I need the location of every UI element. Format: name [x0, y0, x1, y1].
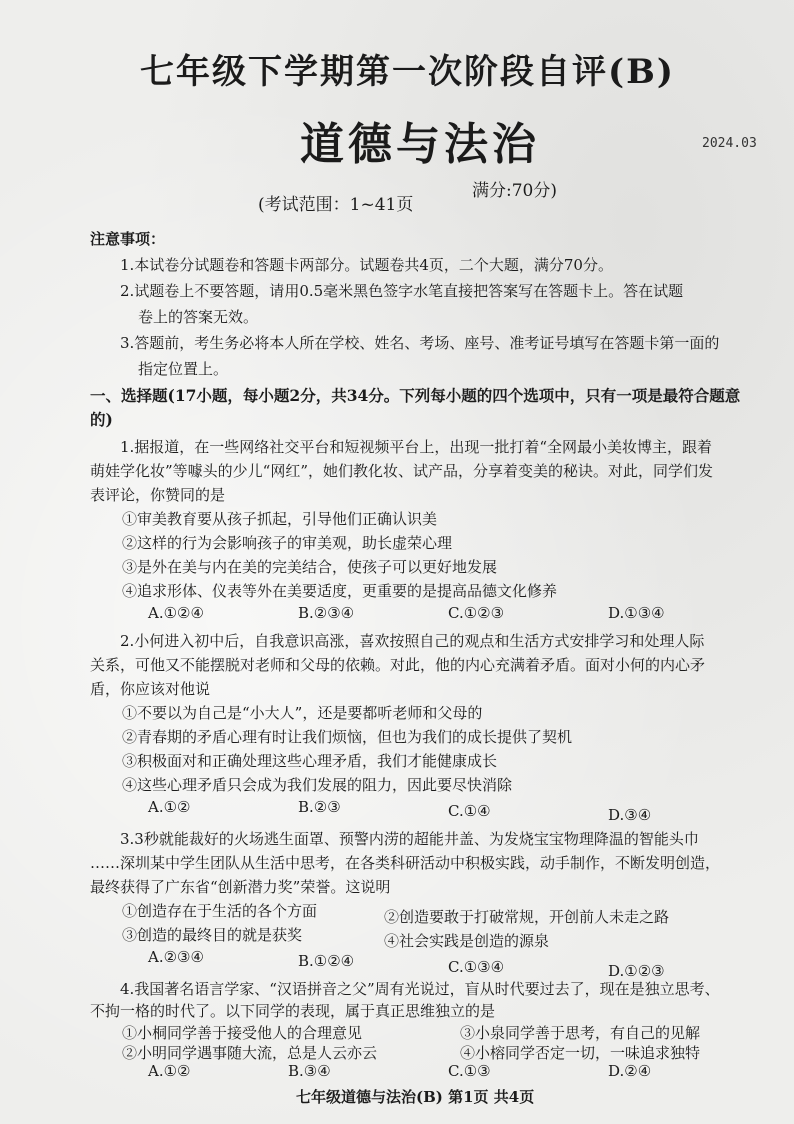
statement: ①审美教育要从孩子抓起，引导他们正确认识美 — [122, 510, 438, 528]
option: A.①② — [148, 798, 191, 816]
option: A.②③④ — [148, 948, 204, 966]
question-stem: ……深圳某中学生团队从生活中思考，在各类科研活动中积极实践，动手制作，不断发明创造， — [90, 854, 721, 872]
option: A.①② — [148, 1062, 191, 1080]
full-score: 满分:70分) — [472, 181, 557, 201]
option: B.②③ — [298, 798, 341, 816]
option: D.①②③ — [608, 962, 665, 980]
statement: ③小泉同学善于思考，有自己的见解 — [460, 1024, 701, 1042]
exam-title: 七年级下学期第一次阶段自评(B) — [140, 52, 675, 92]
notice-item: 2.试题卷上不要答题，请用0.5毫米黑色签字水笔直接把答案写在答题卡上。答在试题 — [120, 282, 684, 300]
statement: ③创造的最终目的就是获奖 — [122, 926, 303, 944]
subject-title: 道德与法治 — [300, 119, 540, 170]
statement: ①不要以为自己是“小大人”，还是要都听老师和父母的 — [122, 704, 483, 722]
exam-date: 2024.03 — [702, 136, 757, 151]
notice-item: 3.答题前，考生务必将本人所在学校、姓名、考场、座号、准考证号填写在答题卡第一面的 — [120, 334, 720, 352]
option: D.②④ — [608, 1062, 652, 1080]
question-stem: 最终获得了广东省“创新潜力奖”荣誉。这说明 — [90, 878, 391, 896]
statement: ①创造存在于生活的各个方面 — [122, 902, 318, 920]
option: C.①③④ — [448, 958, 505, 976]
question-stem: 不拘一格的时代了。以下同学的表现，属于真正思维独立的是 — [90, 1002, 496, 1020]
option: D.③④ — [608, 806, 652, 824]
statement: ②青春期的矛盾心理有时让我们烦恼，但也为我们的成长提供了契机 — [122, 728, 573, 746]
notice-item: 1.本试卷分试题卷和答题卡两部分。试题卷共4页，二个大题，满分70分。 — [120, 256, 613, 274]
question-stem: 1.据报道，在一些网络社交平台和短视频平台上，出现一批打着“全网最小美妆博主，跟着 — [120, 438, 712, 456]
statement: ④这些心理矛盾只会成为我们发展的阻力，因此要尽快消除 — [122, 776, 513, 794]
statement: ③是外在美与内在美的完美结合，使孩子可以更好地发展 — [122, 558, 498, 576]
question-stem: 萌娃学化妆”等噱头的少儿“网红”，她们教化妆、试产品，分享着变美的秘诀。对此，同学们发 — [90, 462, 714, 480]
statement: ②小明同学遇事随大流，总是人云亦云 — [122, 1044, 378, 1062]
question-stem: 盾，你应该对他说 — [90, 680, 211, 698]
question-stem: 3.3秒就能裁好的火场逃生面罩、预警内涝的超能井盖、为发烧宝宝物理降温的智能头巾 — [120, 830, 699, 848]
statement: ④追求形体、仪表等外在美要适度，更重要的是提高品德文化修养 — [122, 582, 558, 600]
question-stem: 关系，可他又不能摆脱对老师和父母的依赖。对此，他的内心充满着矛盾。面对小何的内心矛 — [90, 656, 706, 674]
question-stem: 4.我国著名语言学家、“汉语拼音之父”周有光说过，盲从时代要过去了，现在是独立思考、 — [120, 980, 720, 998]
notice-item: 卷上的答案无效。 — [138, 308, 259, 326]
statement: ④社会实践是创造的源泉 — [384, 932, 550, 950]
statement: ④小榕同学否定一切，一味追求独特 — [460, 1044, 701, 1062]
statement: ③积极面对和正确处理这些心理矛盾，我们才能健康成长 — [122, 752, 498, 770]
option: D.①③④ — [608, 604, 665, 622]
option: C.①④ — [448, 802, 491, 820]
option: A.①②④ — [148, 604, 204, 622]
option: B.②③④ — [298, 604, 355, 622]
statement: ②创造要敢于打破常规，开创前人未走之路 — [384, 908, 670, 926]
statement: ②这样的行为会影响孩子的审美观，助长虚荣心理 — [122, 534, 453, 552]
option: C.①③ — [448, 1062, 491, 1080]
statement: ①小桐同学善于接受他人的合理意见 — [122, 1024, 363, 1042]
option: C.①②③ — [448, 604, 505, 622]
question-stem: 2.小何进入初中后，自我意识高涨，喜欢按照自己的观点和生活方式安排学习和处理人际 — [120, 632, 705, 650]
question-stem: 表评论，你赞同的是 — [90, 486, 226, 504]
notice-heading: 注意事项： — [90, 230, 166, 248]
option: B.①②④ — [298, 952, 355, 970]
section-heading-cont: 的) — [90, 410, 113, 429]
section-heading: 一、选择题(17小题，每小题2分，共34分。下列每小题的四个选项中，只有一项是最符合题意 — [90, 386, 741, 405]
page-footer: 七年级道德与法治(B) 第1页 共4页 — [296, 1088, 535, 1106]
option: B.③④ — [288, 1062, 331, 1080]
notice-item: 指定位置上。 — [138, 360, 229, 378]
exam-scope: (考试范围：1~41页 — [258, 195, 414, 215]
